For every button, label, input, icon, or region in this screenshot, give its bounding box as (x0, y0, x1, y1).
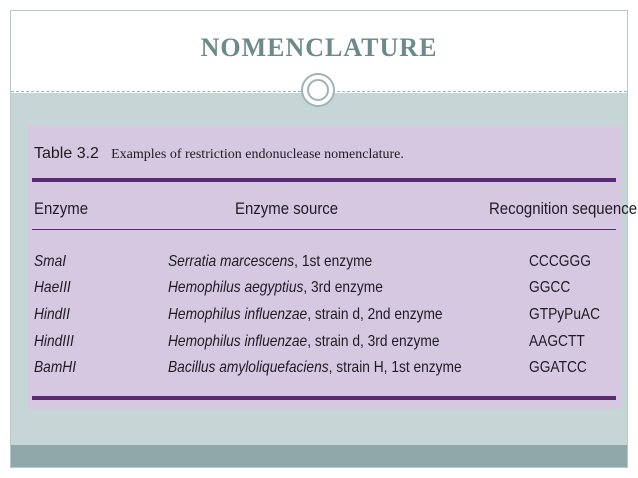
row-5-enzyme: BamHI (34, 359, 77, 376)
row-2-enzyme: HaeIII (34, 279, 71, 296)
row-2-source (168, 279, 383, 297)
table-number: Table 3.2 (34, 145, 99, 162)
row-1-source-organism: Serratia marcescens (168, 253, 295, 270)
table-caption (34, 145, 404, 163)
row-3-source-organism: Hemophilus influenzae (168, 306, 308, 323)
row-4-source (168, 333, 440, 351)
row-3-enzyme: HindII (34, 306, 70, 323)
row-3-source-detail: , strain d, 2nd enzyme (307, 306, 443, 323)
row-3-sequence: GTPyPuAC (529, 306, 601, 323)
slide-footer-bar (11, 445, 627, 467)
header-rule (32, 229, 616, 230)
row-5-source-detail: , strain H, 1st enzyme (328, 359, 462, 376)
row-4-enzyme: HindIII (34, 333, 74, 350)
slide (10, 10, 638, 468)
row-1-enzyme: SmaI (34, 253, 67, 270)
slide-title: NOMENCLATURE (200, 33, 438, 62)
row-4-source-detail: , strain d, 3rd enzyme (307, 333, 440, 350)
row-1-source (168, 253, 372, 271)
row-1-sequence: CCCGGG (529, 253, 591, 270)
divider-circle-icon (301, 73, 335, 107)
title-divider-right (337, 91, 627, 92)
row-2-source-organism: Hemophilus aegyptius (168, 279, 304, 296)
row-2-sequence: GGCC (529, 279, 571, 296)
nomenclature-table (28, 126, 638, 409)
table-top-rule (32, 178, 616, 182)
row-4-sequence: AAGCTT (529, 333, 585, 350)
title-divider-left (11, 91, 301, 92)
row-5-source-organism: Bacillus amyloliquefaciens (168, 359, 329, 376)
row-3-source (168, 306, 443, 324)
row-2-source-detail: , 3rd enzyme (303, 279, 383, 296)
header-recognition-sequence: Recognition sequence (489, 199, 638, 218)
divider-circle-inner (307, 79, 329, 101)
row-5-source (168, 359, 462, 377)
header-enzyme: Enzyme (34, 199, 89, 218)
table-caption-text: Examples of restriction endonuclease nomenclature. (111, 147, 404, 162)
header-enzyme-source: Enzyme source (235, 199, 339, 218)
row-1-source-detail: , 1st enzyme (294, 253, 373, 270)
row-5-sequence: GGATCC (529, 359, 587, 376)
row-4-source-organism: Hemophilus influenzae (168, 333, 308, 350)
table-bottom-rule (32, 396, 616, 400)
